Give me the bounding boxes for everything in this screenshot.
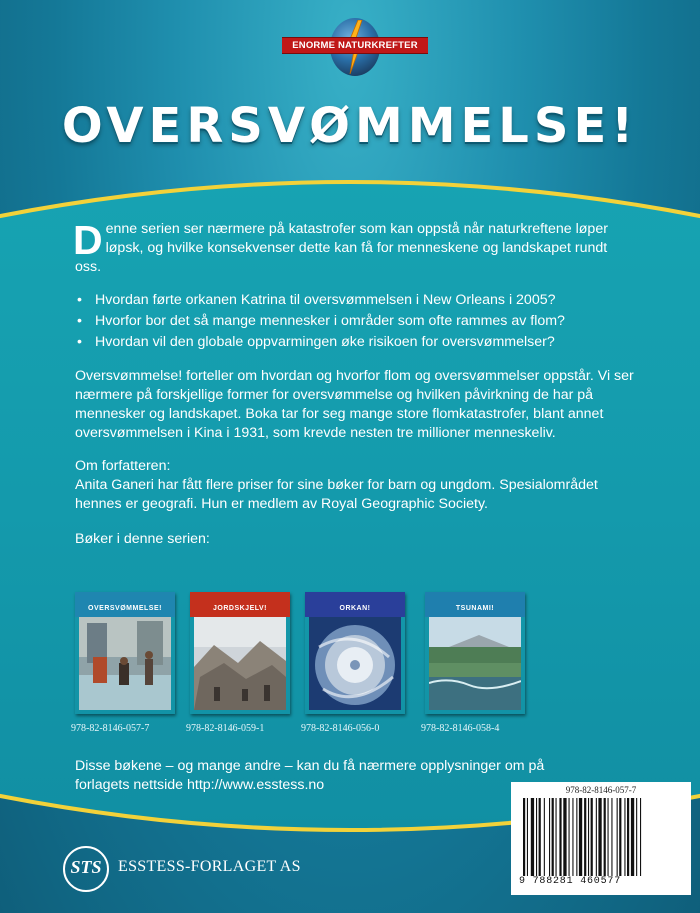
drop-cap: D [73, 217, 103, 263]
publisher-name: ESSTESS-FORLAGET AS [118, 858, 301, 875]
about-author-heading: Om forfatteren: [75, 458, 171, 474]
book-isbn: 978-82-8146-057-7 [71, 723, 150, 734]
series-name: ENORME NATURKREFTER [282, 37, 428, 54]
book-isbn: 978-82-8146-056-0 [301, 723, 380, 734]
hurricane-image [309, 617, 401, 710]
barcode-bars [523, 798, 681, 876]
list-item: • Hvordan førte orkanen Katrina til oversvømmelsen i New Orleans i 2005? [75, 291, 635, 310]
book-isbn: 978-82-8146-059-1 [186, 723, 265, 734]
question-list [75, 291, 635, 352]
publisher-logo [63, 846, 109, 892]
list-item: • Hvordan vil den globale oppvarmingen øke risikoen for oversvømmelser? [75, 333, 635, 352]
intro-text: enne serien ser nærmere på katastrofer som kan oppstå når naturkreftene løper løpsk, og hvilke konsekvenser dette kan få for menneskene og landskapet rundt oss. [75, 221, 608, 275]
earthquake-image [194, 617, 286, 710]
barcode [511, 782, 691, 895]
series-heading: Bøker i denne serien: [75, 531, 210, 547]
series-badge [282, 18, 428, 76]
tsunami-image [429, 617, 521, 710]
book-title: OVERSVØMMELSE! [88, 605, 162, 612]
book-cover-earthquake[interactable] [186, 592, 290, 734]
flood-image [79, 617, 171, 710]
about-author-text: Anita Ganeri har fått flere priser for sine bøker for barn og ungdom. Spesialområdet hennes er geografi. Hun er medlem av Royal Geographic Society. [75, 477, 598, 512]
barcode-isbn: 978-82-8146-057-7 [565, 785, 637, 795]
page-title: OVERSVØMMELSE! [61, 98, 639, 154]
series-books [71, 592, 535, 734]
intro-paragraph [73, 217, 635, 277]
list-item: • Hvorfor bor det så mange mennesker i områder som ofte rammes av flom? [75, 312, 635, 331]
description-block [73, 217, 635, 549]
book-description: Oversvømmelse! forteller om hvordan og hvorfor flom og oversvømmelser oppstår. Vi ser nærmere på forskjellige former for oversvømmelse og hvilken påvirkning de har på mennesker og landskapet. Boka tar for seg mange store flomkatastrofer, blant annet oversvømmelsen i Kina i 1931, som krevde nesten tre millioner menneskeliv. [75, 368, 634, 441]
book-cover-tsunami[interactable] [421, 592, 525, 734]
publisher-logo-mark: STS [70, 857, 102, 877]
book-isbn: 978-82-8146-058-4 [421, 723, 500, 734]
book-cover-flood[interactable] [71, 592, 175, 734]
book-title: TSUNAMI! [455, 605, 495, 612]
website-info: Disse bøkene – og mange andre – kan du få nærmere opplysninger om på forlagets nettside http://www.esstess.no [75, 758, 545, 793]
barcode-digits: 9 788281 460577 [519, 876, 622, 887]
book-title: JORDSKJELV! [213, 605, 267, 612]
book-cover-hurricane[interactable] [301, 592, 405, 734]
book-title: ORKAN! [339, 605, 371, 612]
